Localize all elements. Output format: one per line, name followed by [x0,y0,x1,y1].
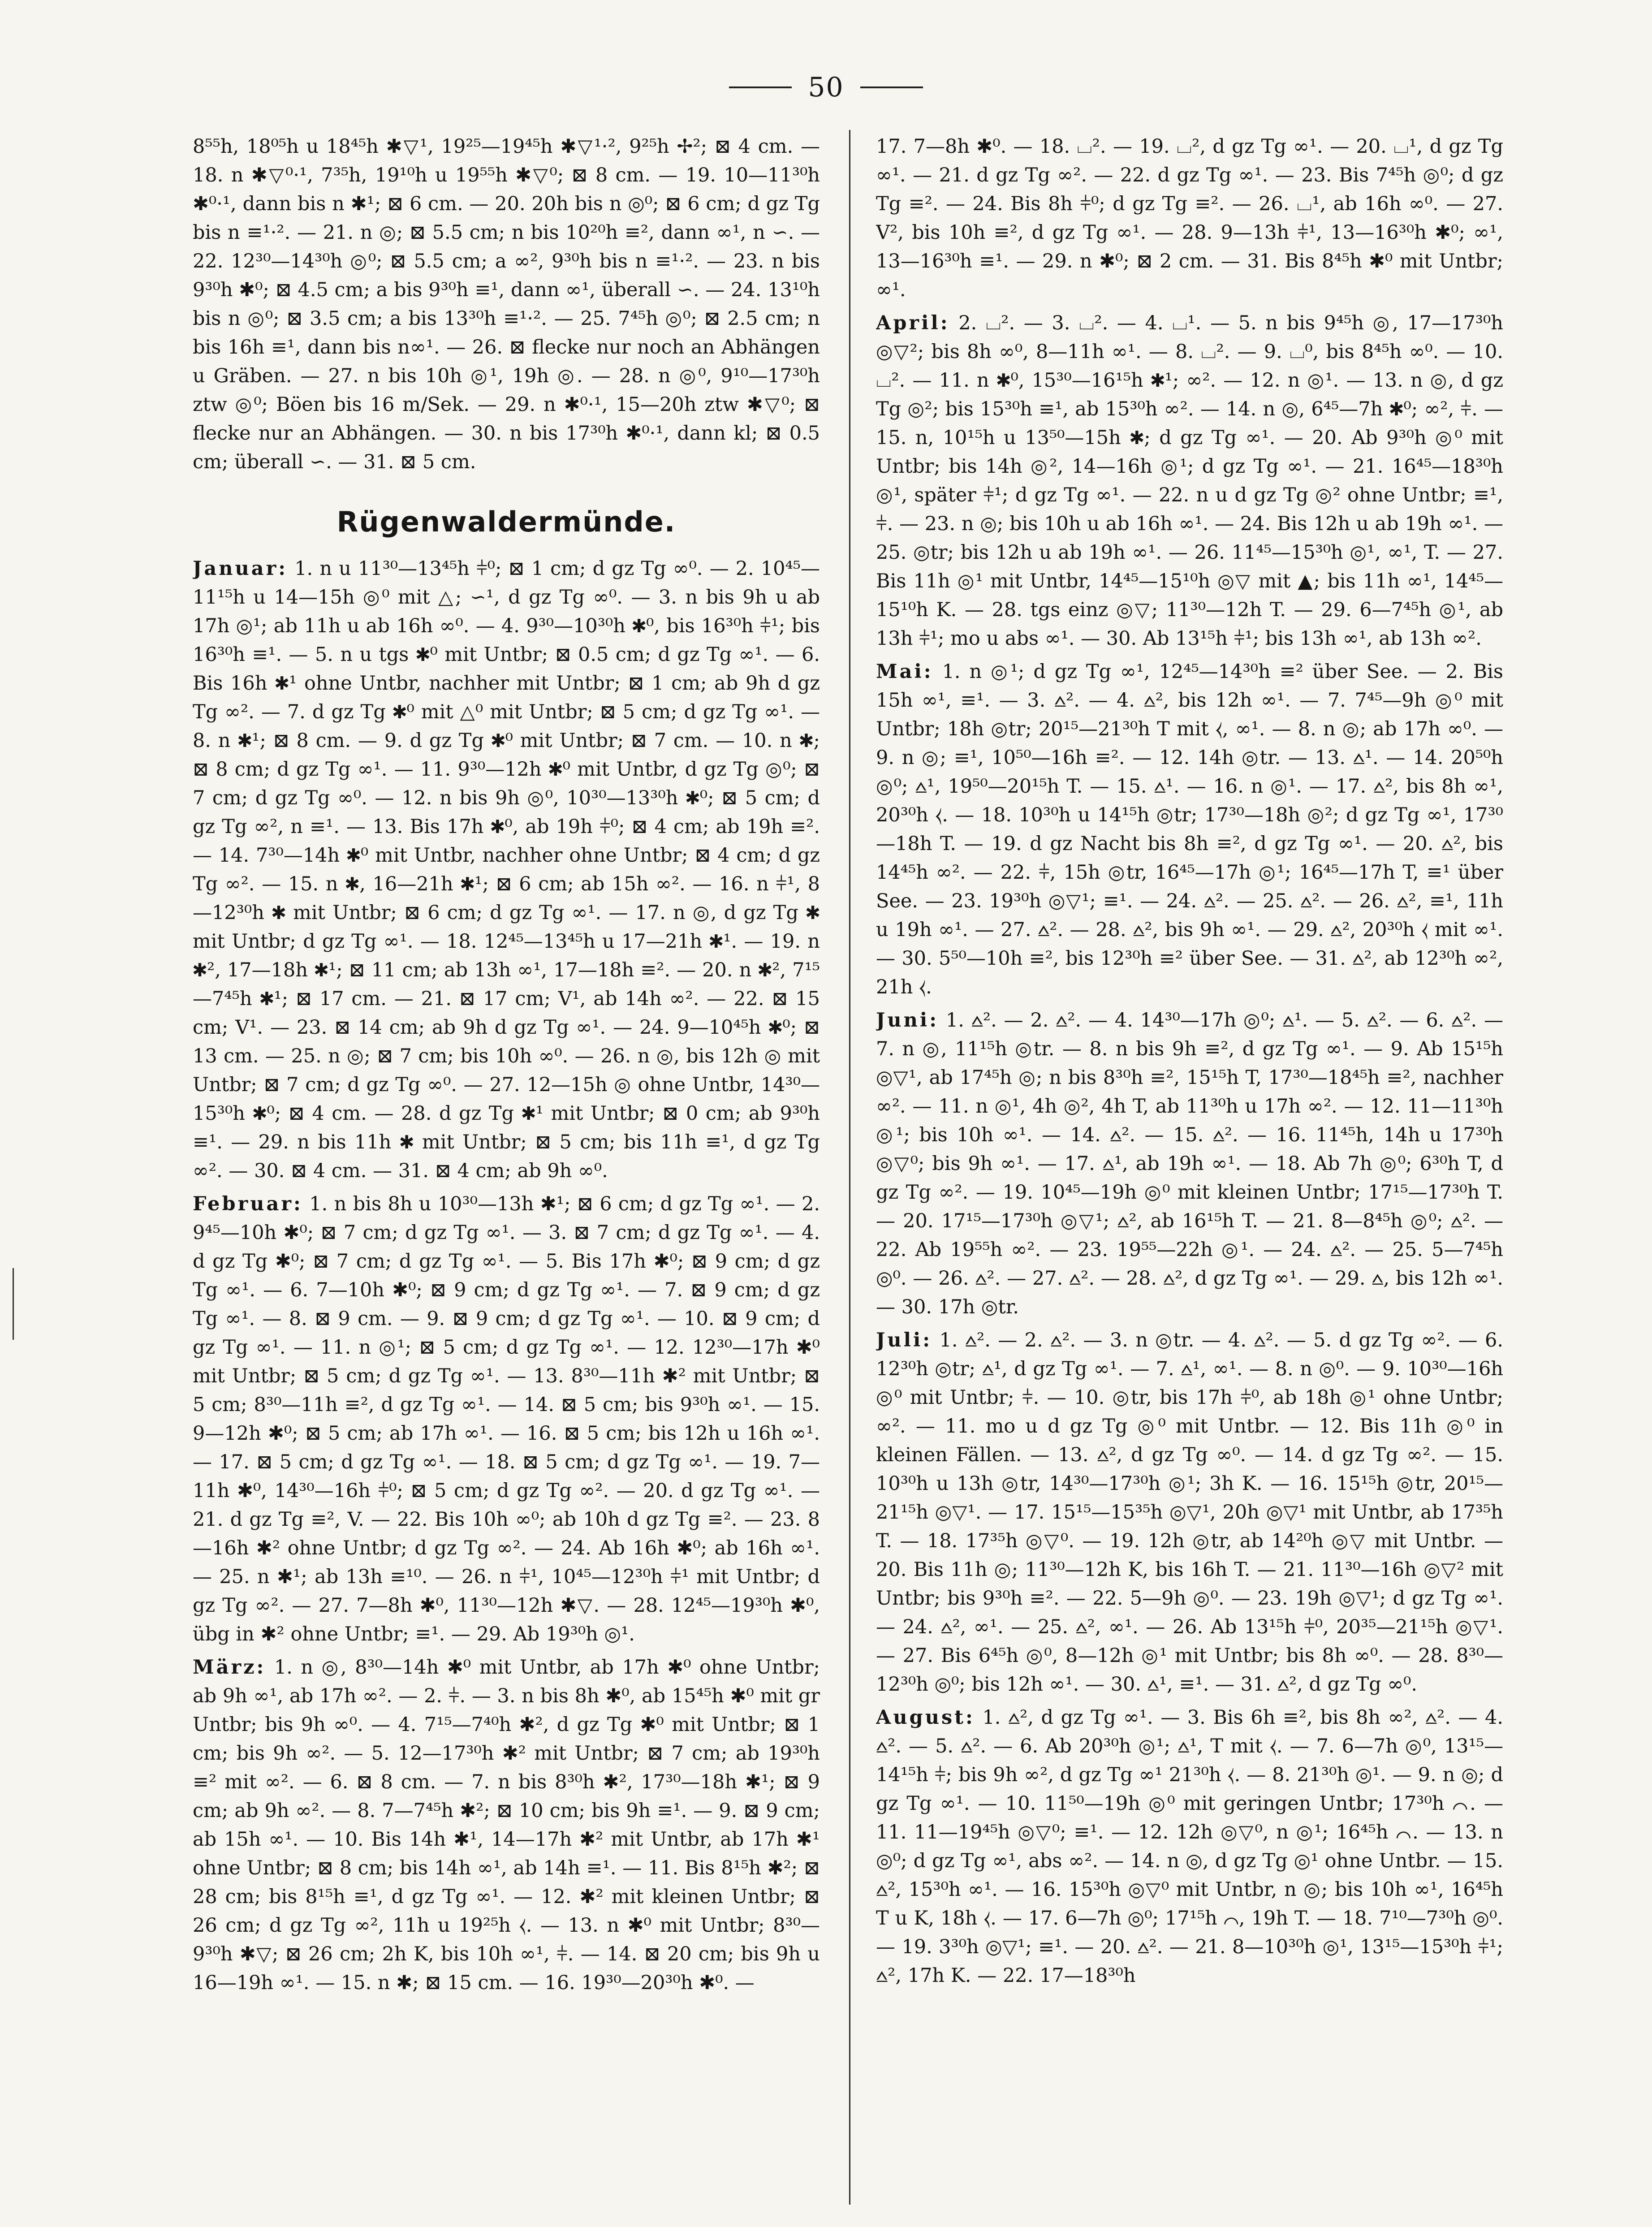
month-text: 1. ⩟², d gz Tg ∞¹. — 3. Bis 6h ≡², bis 8h ∞², ⩟². — 4. ⩟². — 5. ⩟². — 6. Ab 20³⁰h ◎¹; ⩟¹, T mit ⧼. — 7. 6—7h ◎⁰, 13¹⁵—14¹⁵h ⫩; bis 9h ∞², d gz Tg ∞¹ 21³⁰h ⧼. — 8. 21³⁰h ◎¹. — 9. n ◎; d gz Tg ∞¹. — 10. 11⁵⁰—19h ◎⁰ mit geringen Untbr; 17³⁰h ⌒. — 11. 11—19⁴⁵h ◎▽⁰; ≡¹. — 12. 12h ◎▽⁰, n ◎¹; 16⁴⁵h ⌒. — 13. n ◎⁰; d gz Tg ∞¹, abs ∞². — 14. n ◎, d gz Tg ◎¹ ohne Untbr. — 15. ⩟², 15³⁰h ∞¹. — 16. 15³⁰h ◎▽⁰ mit Untbr, n ◎; bis 10h ∞¹, 16⁴⁵h T u K, 18h ⧼. — 17. 6—7h ◎⁰; 17¹⁵h ⌒, 19h T. — 18. 7¹⁰—7³⁰h ◎⁰. — 19. 3³⁰h ◎▽¹; ≡¹. — 20. ⩟². — 21. 8—10³⁰h ◎¹, 13¹⁵—15³⁰h ⫩¹; ⩟², 17h K. — 22. 17—18³⁰h [876,1706,1503,1987]
month-label: April: [876,312,950,334]
maerz-continuation: 17. 7—8h ✱⁰. — 18. ⌴². — 19. ⌴², d gz Tg ∞¹. — 20. ⌴¹, d gz Tg ∞¹. — 21. d gz Tg ∞². — 22. d gz Tg ∞¹. — 23. Bis 7⁴⁵h ◎⁰; d gz Tg ≡². — 24. Bis 8h ⫩⁰; d gz Tg ≡². — 26. ⌴¹, ab 16h ∞⁰. — 27. V², bis 10h ≡², d gz Tg ∞¹. — 28. 9—13h ⫩¹, 13—16³⁰h ✱⁰; ∞¹, 13—16³⁰h ≡¹. — 29. n ✱⁰; ⊠ 2 cm. — 31. Bis 8⁴⁵h ✱⁰ mit Untbr; ∞¹. [876,135,1503,301]
month-label: August: [876,1706,975,1729]
month-text: 1. n ◎¹; d gz Tg ∞¹, 12⁴⁵—14³⁰h ≡² über See. — 2. Bis 15h ∞¹, ≡¹. — 3. ⩟². — 4. ⩟², bis 12h ∞¹. — 7. 7⁴⁵—9h ◎⁰ mit Untbr; 18h ◎tr; 20¹⁵—21³⁰h T mit ⧼, ∞¹. — 8. n ◎; ab 17h ∞⁰. — 9. n ◎; ≡¹, 10⁵⁰—16h ≡². — 12. 14h ◎tr. — 13. ⩟¹. — 14. 20⁵⁰h ◎⁰; ⩟¹, 19⁵⁰—20¹⁵h T. — 15. ⩟¹. — 16. n ◎¹. — 17. ⩟², bis 8h ∞¹, 20³⁰h ⧼. — 18. 10³⁰h u 14¹⁵h ◎tr; 17³⁰—18h ◎²; d gz Tg ∞¹, 17³⁰—18h T. — 19. d gz Nacht bis 8h ≡², d gz Tg ∞¹. — 20. ⩟², bis 14⁴⁵h ∞². — 22. ⫩, 15h ◎tr, 16⁴⁵—17h ◎¹; 16⁴⁵—17h T, ≡¹ über See. — 23. 19³⁰h ◎▽¹; ≡¹. — 24. ⩟². — 25. ⩟². — 26. ⩟², ≡¹, 11h u 19h ∞¹. — 27. ⩟². — 28. ⩟², bis 9h ∞¹. — 29. ⩟², 20³⁰h ⧼ mit ∞¹. — 30. 5⁵⁰—10h ≡², bis 12³⁰h ≡² über See. — 31. ⩟², ab 12³⁰h ∞², 21h ⧼. [876,660,1503,998]
left-column [193,132,820,2193]
month-entry-mai [876,657,1503,1001]
month-text: 1. ⩟². — 2. ⩟². — 4. 14³⁰—17h ◎⁰; ⩟¹. — 5. ⩟². — 6. ⩟². — 7. n ◎, 11¹⁵h ◎tr. — 8. n bis 9h ≡², d gz Tg ∞¹. — 9. Ab 15¹⁵h ◎▽¹, ab 17⁴⁵h ◎; n bis 8³⁰h ≡², 15¹⁵h T, 17³⁰—18⁴⁵h ≡², nachher ∞². — 11. n ◎¹, 4h ◎², 4h T, ab 11³⁰h u 17h ∞². — 12. 11—11³⁰h ◎¹; bis 10h ∞¹. — 14. ⩟². — 15. ⩟². — 16. 11⁴⁵h, 14h u 17³⁰h ◎▽⁰; bis 9h ∞¹. — 17. ⩟¹, ab 19h ∞¹. — 18. Ab 7h ◎⁰; 6³⁰h T, d gz Tg ∞². — 19. 10⁴⁵—19h ◎⁰ mit kleinen Untbr; 17¹⁵—17³⁰h T. — 20. 17¹⁵—17³⁰h ◎▽¹; ⩟², ab 16¹⁵h T. — 21. 8—8⁴⁵h ◎⁰; ⩟². — 22. Ab 19⁵⁵h ∞². — 23. 19⁵⁵—22h ◎¹. — 24. ⩟². — 25. 5—7⁴⁵h ◎⁰. — 26. ⩟². — 27. ⩟². — 28. ⩟², d gz Tg ∞¹. — 29. ⩟, bis 12h ∞¹. — 30. 17h ◎tr. [876,1009,1503,1318]
month-entry-februar [193,1190,820,1649]
month-label: März: [193,1656,266,1679]
month-text: 1. n bis 8h u 10³⁰—13h ✱¹; ⊠ 6 cm; d gz Tg ∞¹. — 2. 9⁴⁵—10h ✱⁰; ⊠ 7 cm; d gz Tg ∞¹. — 3. ⊠ 7 cm; d gz Tg ∞¹. — 4. d gz Tg ✱⁰; ⊠ 7 cm; d gz Tg ∞¹. — 5. Bis 17h ✱⁰; ⊠ 9 cm; d gz Tg ∞¹. — 6. 7—10h ✱⁰; ⊠ 9 cm; d gz Tg ∞¹. — 7. ⊠ 9 cm; d gz Tg ∞¹. — 8. ⊠ 9 cm. — 9. ⊠ 9 cm; d gz Tg ∞¹. — 10. ⊠ 9 cm; d gz Tg ∞¹. — 11. n ◎¹; ⊠ 5 cm; d gz Tg ∞¹. — 12. 12³⁰—17h ✱⁰ mit Untbr; ⊠ 5 cm; d gz Tg ∞¹. — 13. 8³⁰—11h ✱² mit Untbr; ⊠ 5 cm; 8³⁰—11h ≡², d gz Tg ∞¹. — 14. ⊠ 5 cm; bis 9³⁰h ∞¹. — 15. 9—12h ✱⁰; ⊠ 5 cm; ab 17h ∞¹. — 16. ⊠ 5 cm; bis 12h u 16h ∞¹. — 17. ⊠ 5 cm; d gz Tg ∞¹. — 18. ⊠ 5 cm; d gz Tg ∞¹. — 19. 7—11h ✱⁰, 14³⁰—16h ⫩⁰; ⊠ 5 cm; d gz Tg ∞². — 20. d gz Tg ∞¹. — 21. d gz Tg ≡², V. — 22. Bis 10h ∞⁰; ab 10h d gz Tg ≡². — 23. 8—16h ✱² ohne Untbr; d gz Tg ∞². — 24. Ab 16h ✱⁰; ab 16h ∞¹. — 25. n ✱¹; ab 13h ≡¹⁰. — 26. n ⫩¹, 10⁴⁵—12³⁰h ⫩¹ mit Untbr; d gz Tg ∞². — 27. 7—8h ✱⁰, 11³⁰—12h ✱▽. — 28. 12⁴⁵—19³⁰h ✱⁰, übg in ✱² ohne Untbr; ≡¹. — 29. Ab 19³⁰h ◎¹. [193,1193,820,1645]
margin-bracket-mark [6,1268,14,1340]
month-entry-maerz [193,1653,820,1997]
month-label: Mai: [876,660,933,683]
previous-station-text: 8⁵⁵h, 18⁰⁵h u 18⁴⁵h ✱▽¹, 19²⁵—19⁴⁵h ✱▽¹·², 9²⁵h ✢²; ⊠ 4 cm. — 18. n ✱▽⁰·¹, 7³⁵h, 19¹⁰h u 19⁵⁵h ✱▽⁰; ⊠ 8 cm. — 19. 10—11³⁰h ✱⁰·¹, dann bis n ✱¹; ⊠ 6 cm. — 20. 20h bis n ◎⁰; ⊠ 6 cm; d gz Tg bis n ≡¹·². — 21. n ◎; ⊠ 5.5 cm; n bis 10²⁰h ≡², dann ∞¹, n ∽. — 22. 12³⁰—14³⁰h ◎⁰; ⊠ 5.5 cm; a ∞², 9³⁰h bis n ≡¹·². — 23. n bis 9³⁰h ✱⁰; ⊠ 4.5 cm; a bis 9³⁰h ≡¹, dann ∞¹, überall ∽. — 24. 13¹⁰h bis n ◎⁰; ⊠ 3.5 cm; a bis 13³⁰h ≡¹·². — 25. 7⁴⁵h ◎⁰; ⊠ 2.5 cm; n bis 16h ≡¹, dann bis n∞¹. — 26. ⊠ flecke nur noch an Abhängen u Gräben. — 27. n bis 10h ◎¹, 19h ◎. — 28. n ◎⁰, 9¹⁰—17³⁰h ztw ◎⁰; Böen bis 16 m/Sek. — 29. n ✱⁰·¹, 15—20h ztw ✱▽⁰; ⊠ flecke nur an Abhängen. — 30. n bis 17³⁰h ✱⁰·¹, dann kl; ⊠ 0.5 cm; überall ∽. — 31. ⊠ 5 cm. [193,135,820,473]
month-entry-juli [876,1326,1503,1699]
month-label: Februar: [193,1193,303,1215]
month-label: Januar: [193,557,288,580]
month-entry-januar [193,554,820,1185]
header-rule-left [729,86,792,88]
page-number: 50 [808,72,844,103]
column-divider [849,130,850,2205]
month-text: 1. ⩟². — 2. ⩟². — 3. n ◎tr. — 4. ⩟². — 5. d gz Tg ∞². — 6. 12³⁰h ◎tr; ⩟¹, d gz Tg ∞¹. — 7. ⩟¹, ∞¹. — 8. n ◎⁰. — 9. 10³⁰—16h ◎⁰ mit Untbr; ⫩. — 10. ◎tr, bis 17h ⫩⁰, ab 18h ◎¹ ohne Untbr; ∞². — 11. mo u d gz Tg ◎⁰ mit Untbr. — 12. Bis 11h ◎⁰ in kleinen Fällen. — 13. ⩟², d gz Tg ∞⁰. — 14. d gz Tg ∞². — 15. 10³⁰h u 13h ◎tr, 14³⁰—17³⁰h ◎¹; 3h K. — 16. 15¹⁵h ◎tr, 20¹⁵—21¹⁵h ◎▽¹. — 17. 15¹⁵—15³⁵h ◎▽¹, 20h ◎▽¹ mit Untbr, ab 17³⁵h T. — 18. 17³⁵h ◎▽⁰. — 19. 12h ◎tr, ab 14²⁰h ◎▽ mit Untbr. — 20. Bis 11h ◎; 11³⁰—12h K, bis 16h T. — 21. 11³⁰—16h ◎▽² mit Untbr; bis 9³⁰h ≡². — 22. 5—9h ◎⁰. — 23. 19h ◎▽¹; d gz Tg ∞¹. — 24. ⩟², ∞¹. — 25. ⩟², ∞¹. — 26. Ab 13¹⁵h ⫩⁰, 20³⁵—21¹⁵h ◎▽¹. — 27. Bis 6⁴⁵h ◎⁰, 8—12h ◎¹ mit Untbr; bis 8h ∞⁰. — 28. 8³⁰—12³⁰h ◎⁰; bis 12h ∞¹. — 30. ⩟¹, ≡¹. — 31. ⩟², d gz Tg ∞⁰. [876,1329,1503,1696]
month-text: 1. n u 11³⁰—13⁴⁵h ⫩⁰; ⊠ 1 cm; d gz Tg ∞⁰. — 2. 10⁴⁵—11¹⁵h u 14—15h ◎⁰ mit △; ∽¹, d gz Tg ∞⁰. — 3. n bis 9h u ab 17h ◎¹; ab 11h u ab 16h ∞⁰. — 4. 9³⁰—10³⁰h ✱⁰, bis 16³⁰h ⫩¹; bis 16³⁰h ≡¹. — 5. n u tgs ✱⁰ mit Untbr; ⊠ 0.5 cm; d gz Tg ∞¹. — 6. Bis 16h ✱¹ ohne Untbr, nachher mit Untbr; ⊠ 1 cm; ab 9h d gz Tg ∞². — 7. d gz Tg ✱⁰ mit △⁰ mit Untbr; ⊠ 5 cm; d gz Tg ∞¹. — 8. n ✱¹; ⊠ 8 cm. — 9. d gz Tg ✱⁰ mit Untbr; ⊠ 7 cm. — 10. n ✱; ⊠ 8 cm; d gz Tg ∞¹. — 11. 9³⁰—12h ✱⁰ mit Untbr, d gz Tg ◎⁰; ⊠ 7 cm; d gz Tg ∞⁰. — 12. n bis 9h ◎⁰, 10³⁰—13³⁰h ✱⁰; ⊠ 5 cm; d gz Tg ∞², n ≡¹. — 13. Bis 17h ✱⁰, ab 19h ⫩⁰; ⊠ 4 cm; ab 19h ≡². — 14. 7³⁰—14h ✱⁰ mit Untbr, nachher ohne Untbr; ⊠ 4 cm; d gz Tg ∞². — 15. n ✱, 16—21h ✱¹; ⊠ 6 cm; ab 15h ∞². — 16. n ⫩¹, 8—12³⁰h ✱ mit Untbr; ⊠ 6 cm; d gz Tg ∞¹. — 17. n ◎, d gz Tg ✱ mit Untbr; d gz Tg ∞¹. — 18. 12⁴⁵—13⁴⁵h u 17—21h ✱¹. — 19. n ✱², 17—18h ✱¹; ⊠ 11 cm; ab 13h ∞¹, 17—18h ≡². — 20. n ✱², 7¹⁵—7⁴⁵h ✱¹; ⊠ 17 cm. — 21. ⊠ 17 cm; V¹, ab 14h ∞². — 22. ⊠ 15 cm; V¹. — 23. ⊠ 14 cm; ab 9h d gz Tg ∞¹. — 24. 9—10⁴⁵h ✱⁰; ⊠ 13 cm. — 25. n ◎; ⊠ 7 cm; bis 10h ∞⁰. — 26. n ◎, bis 12h ◎ mit Untbr; ⊠ 7 cm; d gz Tg ∞⁰. — 27. 12—15h ◎ ohne Untbr, 14³⁰—15³⁰h ✱⁰; ⊠ 4 cm. — 28. d gz Tg ✱¹ mit Untbr; ⊠ 0 cm; ab 9³⁰h ≡¹. — 29. n bis 11h ✱ mit Untbr; ⊠ 5 cm; bis 11h ≡¹, d gz Tg ∞². — 30. ⊠ 4 cm. — 31. ⊠ 4 cm; ab 9h ∞⁰. [193,557,820,1182]
month-text: 1. n ◎, 8³⁰—14h ✱⁰ mit Untbr, ab 17h ✱⁰ ohne Untbr; ab 9h ∞¹, ab 17h ∞². — 2. ⫩. — 3. n bis 8h ✱⁰, ab 15⁴⁵h ✱⁰ mit gr Untbr; bis 9h ∞⁰. — 4. 7¹⁵—7⁴⁰h ✱², d gz Tg ✱⁰ mit Untbr; ⊠ 1 cm; bis 9h ∞². — 5. 12—17³⁰h ✱² mit Untbr; ⊠ 7 cm; ab 19³⁰h ≡² mit ∞². — 6. ⊠ 8 cm. — 7. n bis 8³⁰h ✱², 17³⁰—18h ✱¹; ⊠ 9 cm; ab 9h ∞². — 8. 7—7⁴⁵h ✱²; ⊠ 10 cm; bis 9h ≡¹. — 9. ⊠ 9 cm; ab 15h ∞¹. — 10. Bis 14h ✱¹, 14—17h ✱² mit Untbr, ab 17h ✱¹ ohne Untbr; ⊠ 8 cm; bis 14h ∞¹, ab 14h ≡¹. — 11. Bis 8¹⁵h ✱²; ⊠ 28 cm; bis 8¹⁵h ≡¹, d gz Tg ∞¹. — 12. ✱² mit kleinen Untbr; ⊠ 26 cm; d gz Tg ∞², 11h u 19²⁵h ⧼. — 13. n ✱⁰ mit Untbr; 8³⁰—9³⁰h ✱▽; ⊠ 26 cm; 2h K, bis 10h ∞¹, ⫩. — 14. ⊠ 20 cm; bis 9h u 16—19h ∞¹. — 15. n ✱; ⊠ 15 cm. — 16. 19³⁰—20³⁰h ✱⁰. — [193,1656,820,1994]
station-title: Rügenwaldermünde. [336,505,676,538]
header-rule-right [860,86,923,88]
month-text: 2. ⌴². — 3. ⌴². — 4. ⌴¹. — 5. n bis 9⁴⁵h ◎, 17—17³⁰h ◎▽²; bis 8h ∞⁰, 8—11h ∞¹. — 8. ⌴². — 9. ⌴⁰, bis 8⁴⁵h ∞⁰. — 10. ⌴². — 11. n ✱⁰, 15³⁰—16¹⁵h ✱¹; ∞². — 12. n ◎¹. — 13. n ◎, d gz Tg ◎²; bis 15³⁰h ≡¹, ab 15³⁰h ∞². — 14. n ◎, 6⁴⁵—7h ✱⁰; ∞², ⫩. — 15. n, 10¹⁵h u 13⁵⁰—15h ✱; d gz Tg ∞¹. — 20. Ab 9³⁰h ◎⁰ mit Untbr; bis 14h ◎², 14—16h ◎¹; d gz Tg ∞¹. — 21. 16⁴⁵—18³⁰h ◎¹, später ⫩¹; d gz Tg ∞¹. — 22. n u d gz Tg ◎² ohne Untbr; ≡¹, ⫩. — 23. n ◎; bis 10h u ab 16h ∞¹. — 24. Bis 12h u ab 19h ∞¹. — 25. ◎tr; bis 12h u ab 19h ∞¹. — 26. 11⁴⁵—15³⁰h ◎¹, ∞¹, T. — 27. Bis 11h ◎¹ mit Untbr, 14⁴⁵—15¹⁰h ◎▽ mit ▲; bis 11h ∞¹, 14⁴⁵—15¹⁰h K. — 28. tgs einz ◎▽; 11³⁰—12h T. — 29. 6—7⁴⁵h ◎¹, ab 13h ⫩¹; mo u abs ∞¹. — 30. Ab 13¹⁵h ⫩¹; bis 13h ∞¹, ab 13h ∞². [876,312,1503,650]
month-entry-april [876,309,1503,653]
month-entry-august [876,1703,1503,1990]
month-entry-juni [876,1006,1503,1321]
right-column [876,132,1503,2193]
month-label: Juni: [876,1009,939,1031]
page-header [0,67,1652,108]
month-label: Juli: [876,1329,932,1351]
